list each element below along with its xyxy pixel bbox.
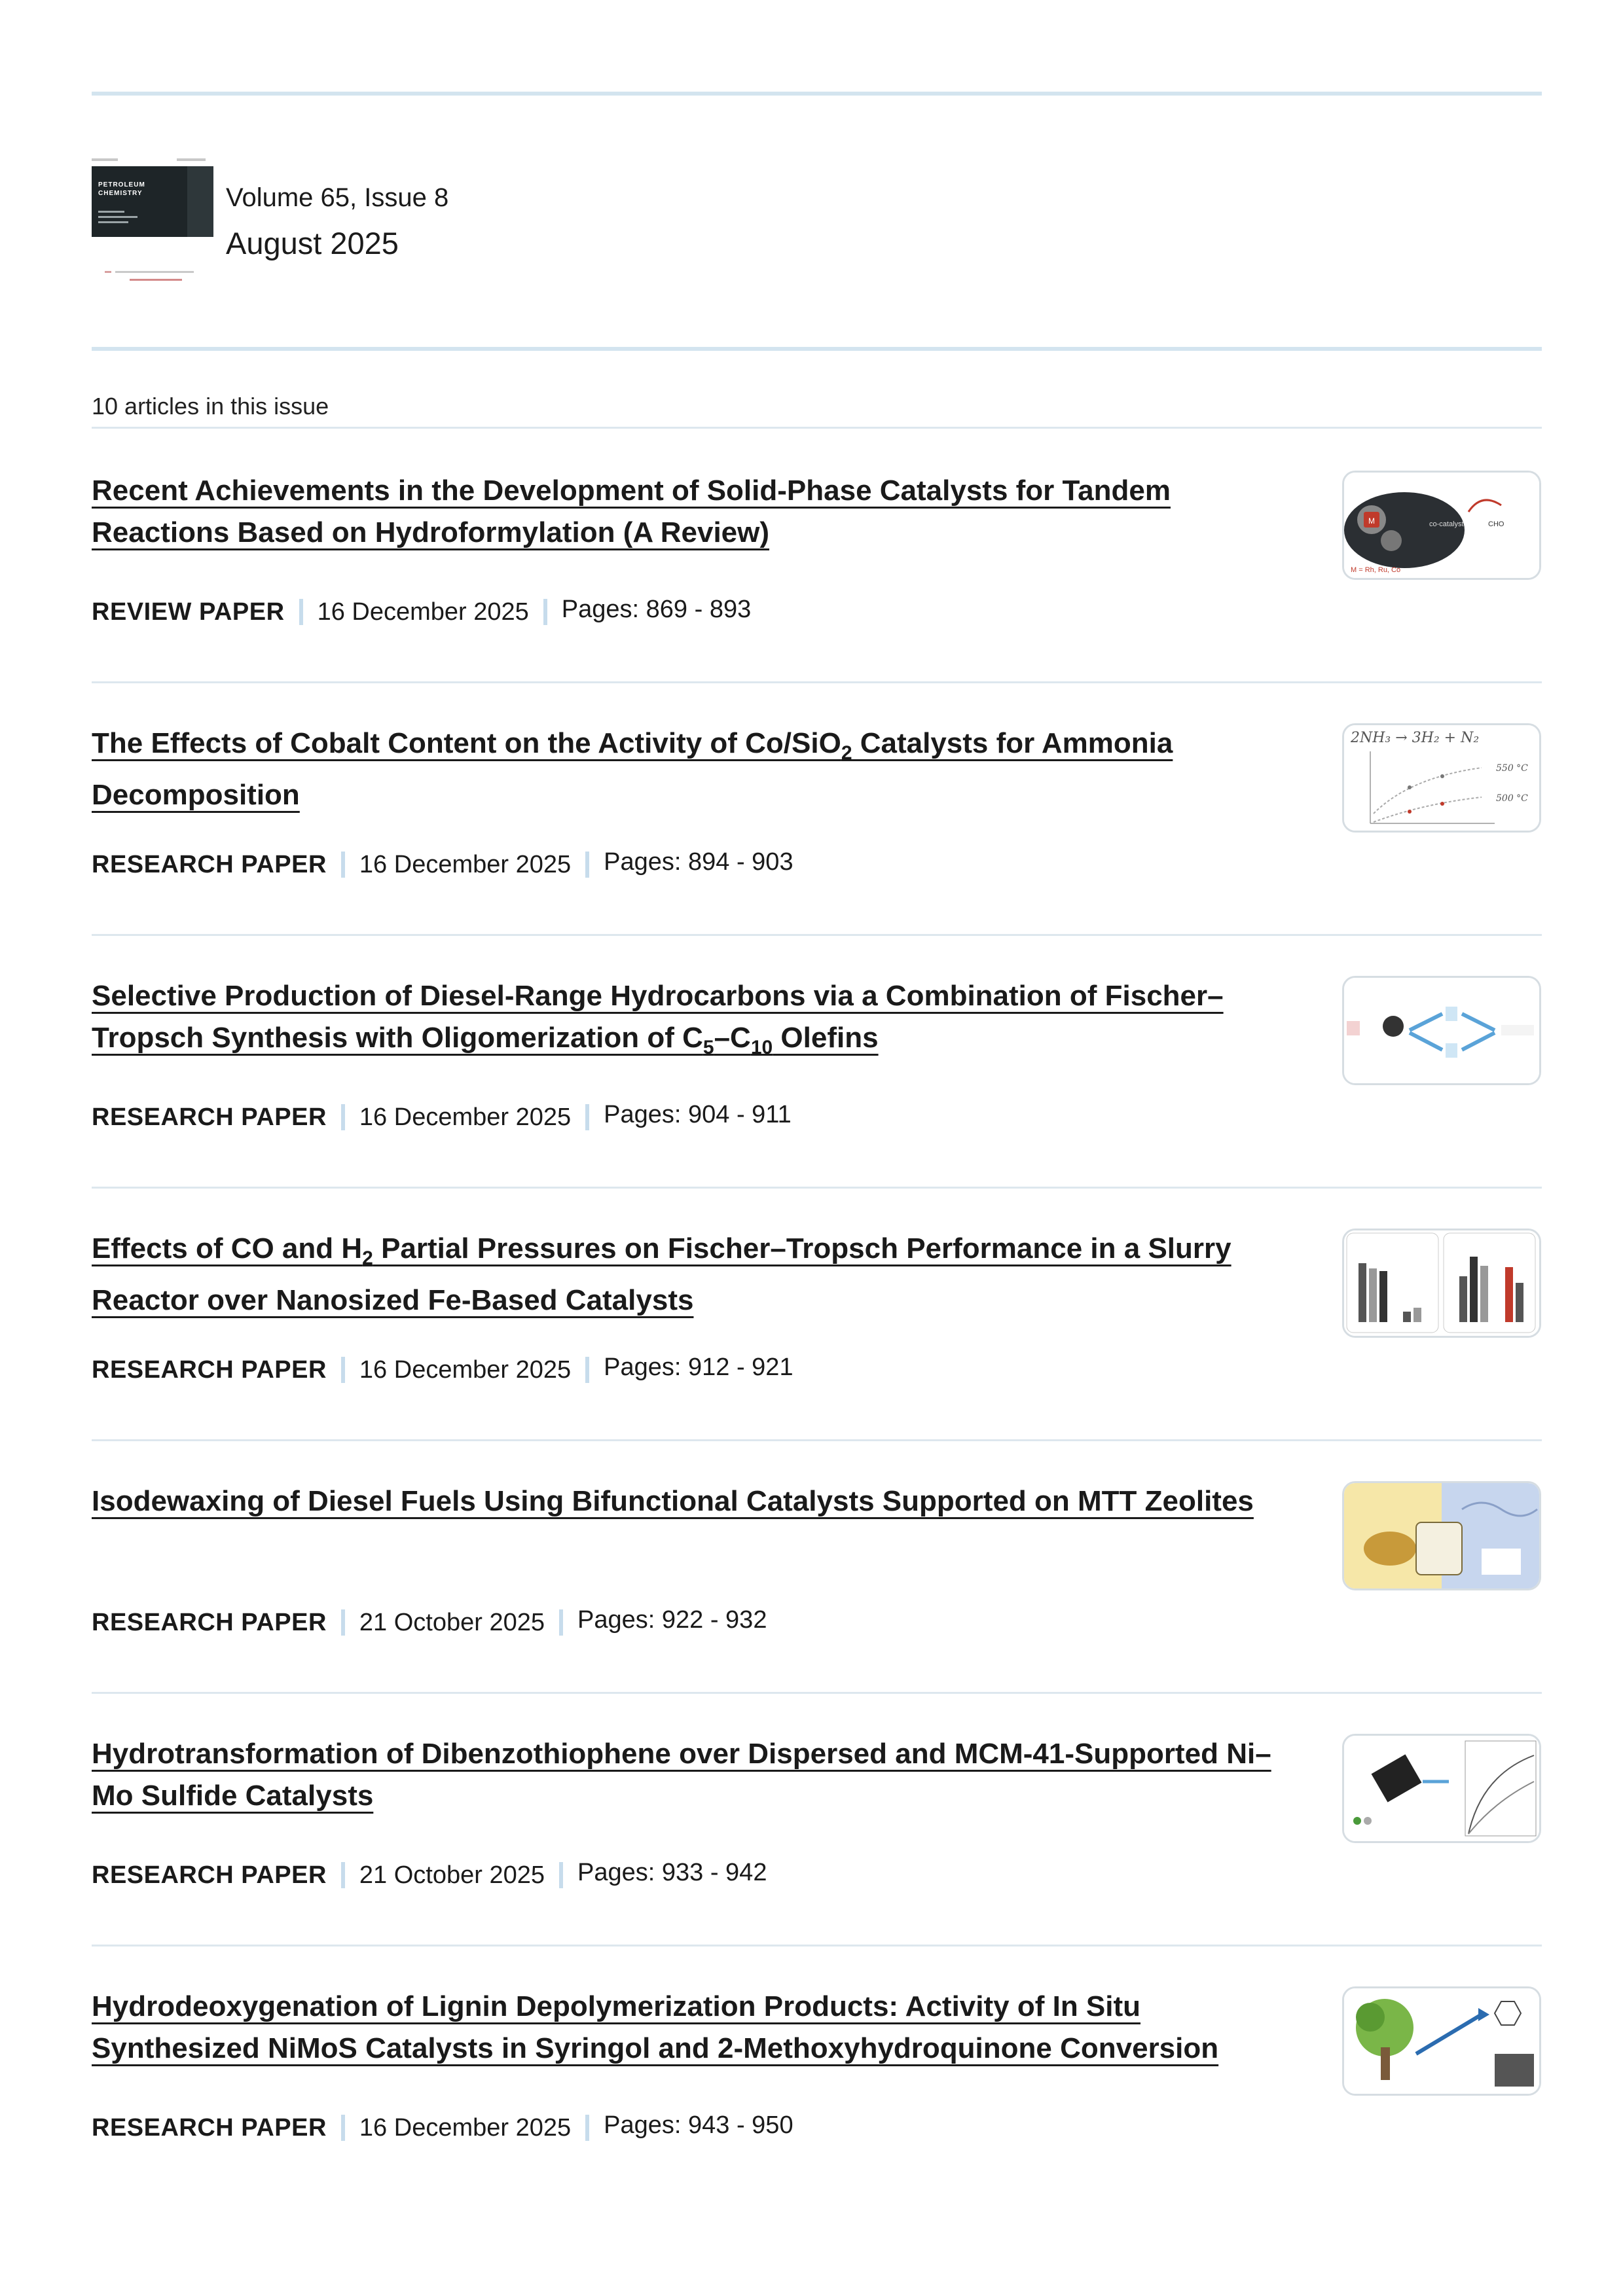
article-type: RESEARCH PAPER bbox=[92, 2114, 327, 2142]
meta-separator bbox=[341, 852, 345, 878]
article-pages: Pages: 943 - 950 bbox=[604, 2111, 793, 2139]
article-meta bbox=[92, 1355, 793, 1384]
meta-separator bbox=[341, 1104, 345, 1130]
article-title-text bbox=[92, 727, 1173, 811]
article-type: RESEARCH PAPER bbox=[92, 1861, 327, 1889]
meta-separator bbox=[559, 1609, 563, 1636]
svg-text:co-catalyst: co-catalyst bbox=[1429, 520, 1464, 528]
articles-count: 10 articles in this issue bbox=[92, 393, 329, 420]
title-segment: Hydrodeoxygenation of Lignin Depolymerization Products: Activity of In Situ Synthesized NiMoS Catalysts in Syringol and 2-Methoxyhydroquinone Conversion bbox=[92, 1990, 1219, 2064]
article-pages: Pages: 922 - 932 bbox=[577, 1606, 767, 1634]
article-meta bbox=[92, 850, 793, 879]
article-graphical-abstract-thumbnail[interactable] bbox=[1342, 723, 1541, 833]
article-date: 16 December 2025 bbox=[359, 1103, 572, 1131]
title-segment: Partial Pressures on Fischer–Tropsch Performance in a Slurry Reactor over Nanosized Fe-Based Catalysts bbox=[92, 1232, 1231, 1316]
title-segment: Hydrotransformation of Dibenzothiophene over Dispersed and MCM-41-Supported Ni–Mo Sulfide Catalysts bbox=[92, 1738, 1271, 1812]
article-title-link[interactable] bbox=[92, 975, 1290, 1069]
article-item bbox=[92, 934, 1542, 1188]
article-type: RESEARCH PAPER bbox=[92, 1103, 327, 1131]
meta-separator bbox=[559, 1862, 563, 1888]
article-pages: Pages: 933 - 942 bbox=[577, 1859, 767, 1886]
article-item bbox=[92, 681, 1542, 935]
article-graphical-abstract-thumbnail[interactable] bbox=[1342, 1481, 1541, 1590]
article-pages: Pages: 912 - 921 bbox=[604, 1354, 793, 1381]
cover-publisher-logo bbox=[105, 268, 203, 288]
issue-date: August 2025 bbox=[226, 226, 399, 260]
title-segment: Isodewaxing of Diesel Fuels Using Bifunctional Catalysts Supported on MTT Zeolites bbox=[92, 1485, 1254, 1517]
article-pages: Pages: 869 - 893 bbox=[561, 596, 752, 623]
svg-text:2NH₃ → 3H₂ + N₂: 2NH₃ → 3H₂ + N₂ bbox=[1351, 730, 1480, 746]
meta-separator bbox=[341, 1357, 345, 1383]
article-meta bbox=[92, 1861, 767, 1890]
article-date: 16 December 2025 bbox=[359, 1356, 572, 1384]
article-date: 16 December 2025 bbox=[359, 851, 572, 878]
article-meta bbox=[92, 1103, 792, 1132]
journal-cover-image[interactable] bbox=[92, 157, 213, 318]
article-type: RESEARCH PAPER bbox=[92, 851, 327, 878]
article-title-text bbox=[92, 1738, 1271, 1812]
article-meta bbox=[92, 2113, 793, 2142]
top-divider bbox=[92, 92, 1542, 96]
article-pages: Pages: 904 - 911 bbox=[604, 1101, 792, 1128]
title-segment: The Effects of Cobalt Content on the Activity of Co/SiO bbox=[92, 727, 841, 759]
cover-dark-panel bbox=[92, 166, 213, 237]
title-segment: Recent Achievements in the Development of Solid-Phase Catalysts for Tandem Reactions Based on Hydroformylation (A Review) bbox=[92, 475, 1171, 548]
title-subscript: 2 bbox=[362, 1247, 373, 1269]
meta-separator bbox=[341, 2115, 345, 2141]
title-subscript: 10 bbox=[750, 1036, 773, 1058]
issue-divider bbox=[92, 347, 1542, 351]
article-item bbox=[92, 1439, 1542, 1693]
meta-separator bbox=[543, 599, 547, 625]
meta-separator bbox=[585, 1357, 589, 1383]
title-segment: Effects of CO and H bbox=[92, 1232, 363, 1265]
title-subscript: 5 bbox=[702, 1036, 714, 1058]
article-type: REVIEW PAPER bbox=[92, 598, 285, 626]
svg-text:CHO: CHO bbox=[1488, 520, 1504, 528]
article-graphical-abstract-thumbnail[interactable] bbox=[1342, 1734, 1541, 1843]
article-title-text bbox=[92, 1990, 1218, 2064]
meta-separator bbox=[585, 852, 589, 878]
meta-separator bbox=[299, 599, 303, 625]
article-title-text bbox=[92, 475, 1171, 548]
article-pages: Pages: 894 - 903 bbox=[604, 848, 793, 876]
title-segment: Olefins bbox=[773, 1022, 879, 1054]
article-graphical-abstract-thumbnail[interactable] bbox=[1342, 471, 1541, 580]
meta-separator bbox=[341, 1862, 345, 1888]
article-title-text bbox=[92, 1232, 1231, 1316]
svg-text:M: M bbox=[1368, 516, 1375, 526]
article-graphical-abstract-thumbnail[interactable] bbox=[1342, 1986, 1541, 2096]
article-date: 16 December 2025 bbox=[317, 598, 529, 626]
svg-text:550 °C: 550 °C bbox=[1496, 763, 1528, 774]
cover-journal-title: PETROLEUM CHEMISTRY bbox=[98, 181, 145, 197]
article-graphical-abstract-thumbnail[interactable] bbox=[1342, 976, 1541, 1085]
meta-separator bbox=[341, 1609, 345, 1636]
article-item bbox=[92, 1692, 1542, 1946]
article-type: RESEARCH PAPER bbox=[92, 1609, 327, 1636]
article-title-link[interactable] bbox=[92, 1733, 1290, 1817]
svg-text:500 °C: 500 °C bbox=[1496, 793, 1528, 804]
title-segment: Selective Production of Diesel-Range Hydrocarbons via a Combination of Fischer–Tropsch Synthesis with Oligomerization of C bbox=[92, 980, 1224, 1054]
article-title-link[interactable] bbox=[92, 1228, 1290, 1321]
article-title-link[interactable] bbox=[92, 1480, 1290, 1522]
title-segment: –C bbox=[714, 1022, 751, 1054]
meta-separator bbox=[585, 2115, 589, 2141]
article-title-link[interactable] bbox=[92, 470, 1290, 554]
article-graphical-abstract-thumbnail[interactable] bbox=[1342, 1229, 1541, 1338]
article-item bbox=[92, 429, 1542, 683]
article-title-link[interactable] bbox=[92, 1986, 1290, 2070]
title-subscript: 2 bbox=[841, 742, 852, 764]
svg-text:M = Rh, Ru, Co: M = Rh, Ru, Co bbox=[1351, 566, 1401, 574]
article-title-link[interactable] bbox=[92, 723, 1290, 816]
article-date: 21 October 2025 bbox=[359, 1861, 545, 1889]
meta-separator bbox=[585, 1104, 589, 1130]
title-segment: Catalysts for Ammonia Decomposition bbox=[92, 727, 1173, 811]
article-item bbox=[92, 1187, 1542, 1441]
article-item bbox=[92, 1945, 1542, 2198]
article-date: 16 December 2025 bbox=[359, 2114, 572, 2142]
article-meta bbox=[92, 598, 751, 626]
article-title-text bbox=[92, 1485, 1254, 1517]
article-meta bbox=[92, 1608, 767, 1637]
article-type: RESEARCH PAPER bbox=[92, 1356, 327, 1384]
article-title-text bbox=[92, 980, 1224, 1058]
article-date: 21 October 2025 bbox=[359, 1609, 545, 1636]
issue-volume: Volume 65, Issue 8 bbox=[226, 183, 449, 212]
